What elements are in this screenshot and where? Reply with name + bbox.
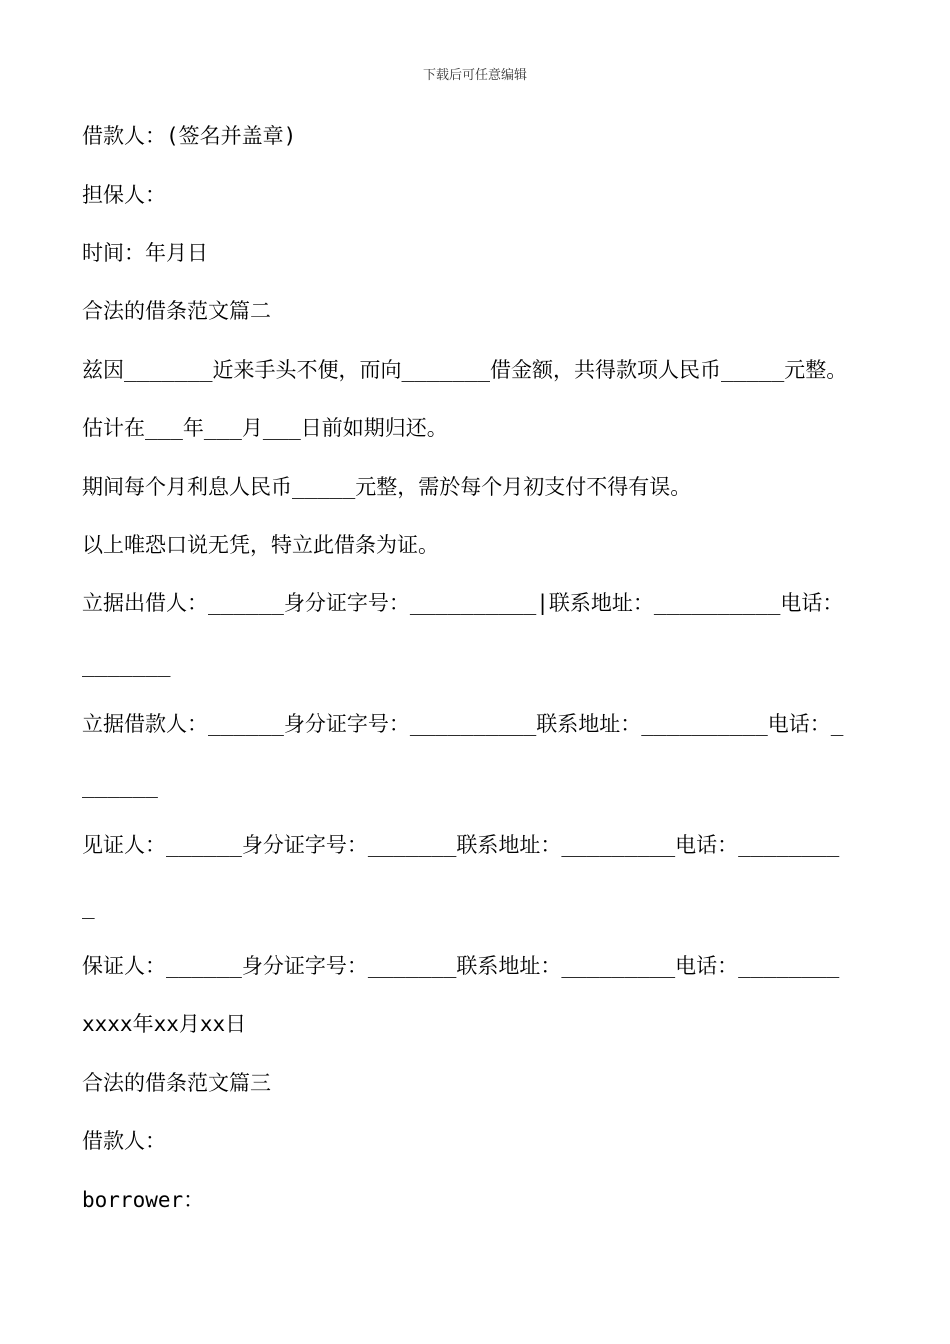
proof-line: 以上唯恐口说无凭，特立此借条为证。 <box>82 533 439 557</box>
repay-date-line: 估计在___年___月___日前如期归还。 <box>82 416 448 440</box>
witness-info-line: 见证人：______身分证字号：_______联系地址：_________电话：________ <box>82 833 840 857</box>
surety-info-line: 保证人：______身分证字号：_______联系地址：_________电话：________ <box>82 954 840 978</box>
borrower-en-line: borrower： <box>82 1188 205 1212</box>
borrower-info-line: 立据借款人：______身分证字号：__________联系地址：__________电话：_ <box>82 712 844 736</box>
interest-line: 期间每个月利息人民币_____元整，需於每个月初支付不得有误。 <box>82 475 692 499</box>
lender-phone-blank: _______ <box>82 653 171 677</box>
witness-phone-blank: _ <box>82 895 95 919</box>
borrower-line: 借款人： <box>82 1129 166 1153</box>
borrower-signature-line: 借款人：(签名并盖章) <box>82 124 297 148</box>
borrower-phone-blank: ______ <box>82 774 158 798</box>
signing-date-line: xxxx年xx月xx日 <box>82 1012 247 1036</box>
page-header: 下载后可任意编辑 <box>422 68 527 83</box>
loan-reason-line: 兹因_______近来手头不便，而向_______借金额，共得款项人民币_____元整。 <box>82 358 848 382</box>
lender-info-line: 立据出借人：______身分证字号：__________|联系地址：__________电话： <box>82 591 844 615</box>
section-heading-3: 合法的借条范文篇三 <box>82 1071 271 1095</box>
date-line: 时间：年月日 <box>82 241 208 265</box>
guarantor-line: 担保人： <box>82 183 166 207</box>
section-heading-2: 合法的借条范文篇二 <box>82 299 271 323</box>
